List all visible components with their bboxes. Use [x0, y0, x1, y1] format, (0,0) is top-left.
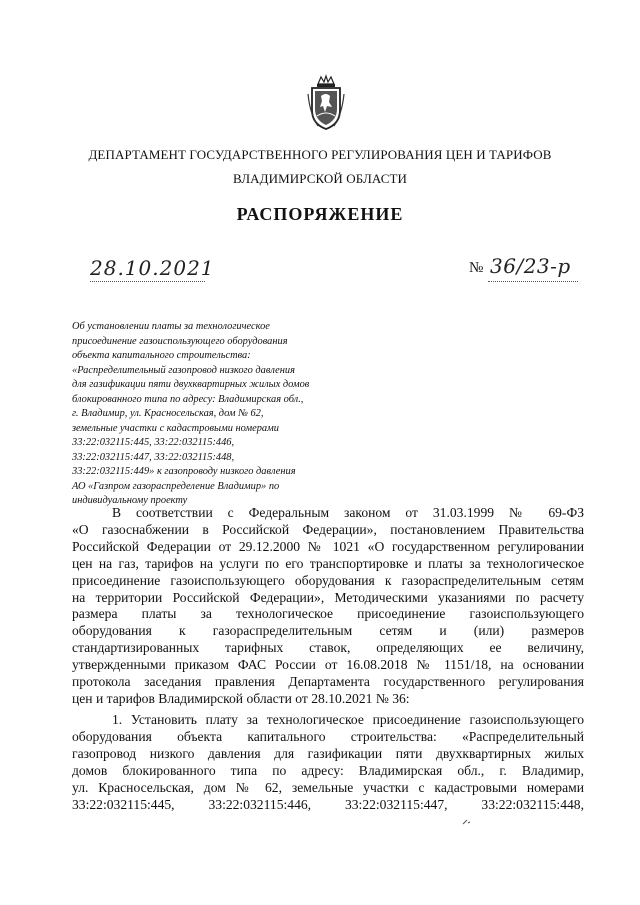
subject-line: блокированного типа по адресу: Владимирская обл., [72, 393, 304, 405]
department-region: ВЛАДИМИРСКОЙ ОБЛАСТИ [232, 171, 408, 186]
department-name: ДЕПАРТАМЕНТ ГОСУДАРСТВЕННОГО РЕГУЛИРОВАНИЯ ЦЕН И ТАРИФОВ [88, 147, 552, 162]
body-line: 1. Установить плату за технологическое присоединение газоиспользующего [112, 712, 584, 727]
date-underline [90, 281, 205, 282]
preamble-paragraph [72, 505, 584, 708]
body-line: оборудования объекта капитального строительства: «Распределительный [72, 728, 584, 744]
body-line: оборудования к газораспределительным сетям и (или) размеров [72, 623, 584, 639]
body-line: Российской Федерации от 29.12.2000 № 1021 «О государственном регулировании [72, 538, 584, 554]
subject-line: АО «Газпром газораспределение Владимир» по [72, 480, 280, 492]
body-line: В соответствии с Федеральным законом от 31.03.1999 № 69-ФЗ [112, 505, 584, 520]
body-line: на территории Российской Федерации», Методическими указаниями по расчету [72, 589, 584, 605]
number-underline [488, 281, 578, 282]
coat-of-arms-icon [306, 74, 346, 132]
body-line: утвержденными приказом ФАС России от 16.08.2018 № 1151/18, на основании [72, 657, 584, 673]
subject-line: г. Владимир, ул. Красносельская, дом № 62, [72, 408, 264, 419]
document-title: РАСПОРЯЖЕНИЕ [236, 204, 404, 224]
document-number: 36/23-р [490, 254, 571, 278]
body-line: ул. Красносельская, дом № 62, земельные участки с кадастровыми номерами [72, 779, 584, 795]
body-line: газопровод низкого давления для газификации пяти двухквартирных жилых [72, 745, 584, 761]
subject-line: для газификации пяти двухквартирных жилых домов [72, 379, 310, 390]
body-line: цен и тарифов Владимирской области от 28.10.2021 № 36: [72, 690, 410, 706]
document-subject [72, 320, 372, 509]
subject-line: земельные участки с кадастровыми номерами [72, 422, 279, 434]
subject-line: объекта капитального строительства: [72, 350, 251, 361]
subject-line: 33:22:032115:449» к газопроводу низкого давления [72, 466, 296, 477]
body-line: протокола заседания правления Департамента государственного регулирования [72, 674, 584, 690]
body-line: присоединение газоиспользующего оборудования к газораспределительным сетям [72, 572, 584, 588]
subject-line: Об установлении платы за технологическое [72, 321, 270, 332]
number-label: № [469, 260, 484, 276]
ink-mark-icon [461, 818, 473, 826]
subject-line: «Распределительный газопровод низкого давления [72, 364, 295, 376]
body-line: «О газоснабжении в Российской Федерации», постановлением Правительства [72, 521, 584, 537]
body-line: 33:22:032115:445, 33:22:032115:446, 33:22:032115:447, 33:22:032115:448, [72, 796, 584, 812]
body-line: стандартизированных тарифных ставок, определяющих ее величину, [72, 640, 584, 656]
document-date: 28.10.2021 [90, 256, 215, 280]
body-line: размера платы за технологическое присоединение газоиспользующего [72, 606, 584, 622]
subject-line: индивидуальному проекту [72, 495, 188, 506]
subject-line: 33:22:032115:447, 33:22:032115:448, [72, 451, 235, 463]
body-line: домов блокированного типа по адресу: Владимирская обл., г. Владимир, [72, 762, 584, 778]
subject-line: присоединение газоиспользующего оборудования [72, 335, 288, 347]
clause-1-paragraph [72, 712, 584, 813]
subject-line: 33:22:032115:445, 33:22:032115:446, [72, 437, 235, 448]
body-line: цен на газ, тарифов на услуги по его транспортировке и платы за технологическое [72, 555, 584, 571]
